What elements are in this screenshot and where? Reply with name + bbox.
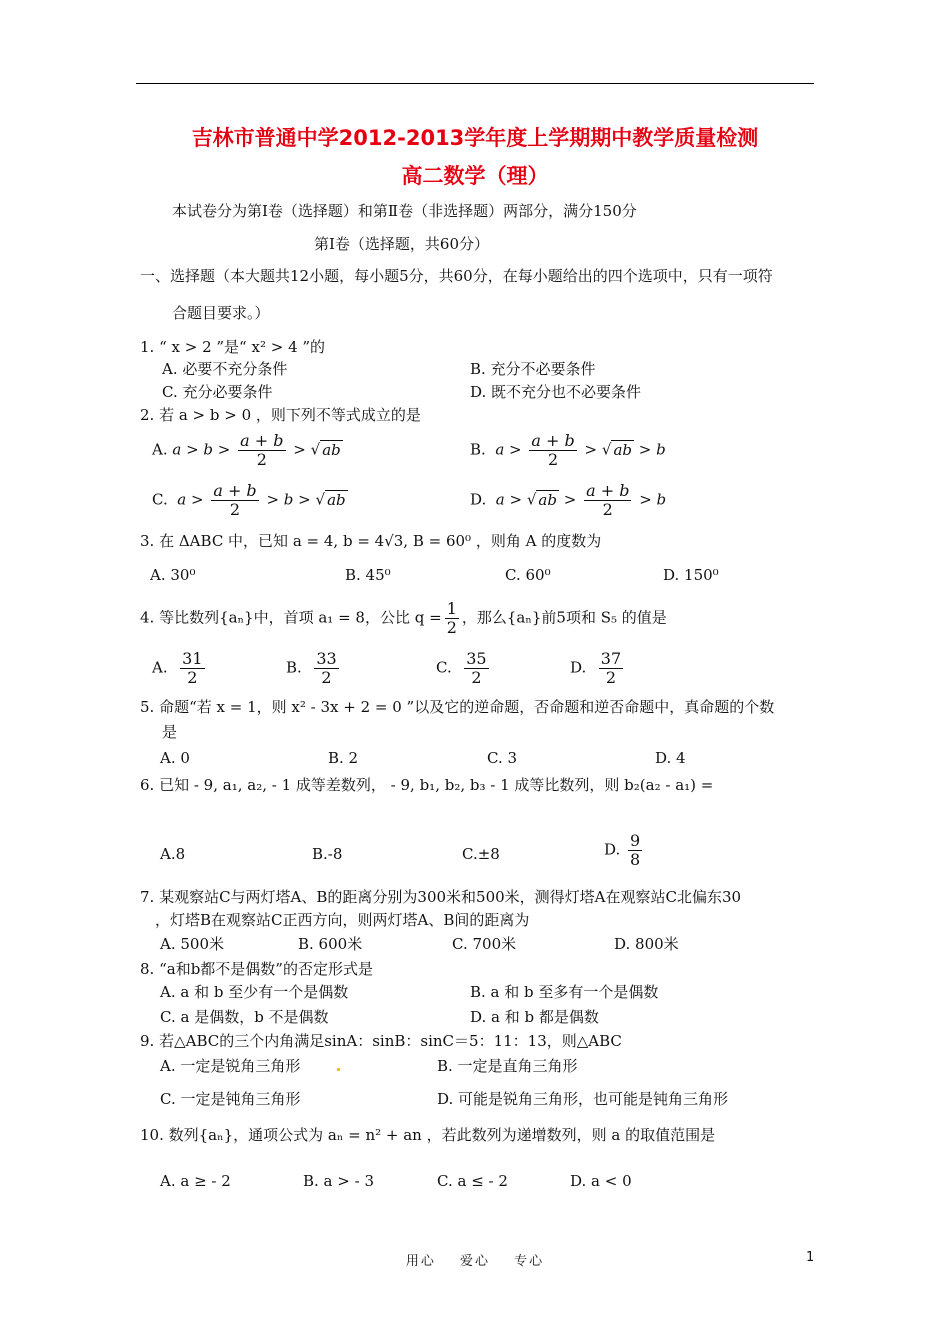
intro-text: 本试卷分为第Ⅰ卷（选择题）和第Ⅱ卷（非选择题）两部分，满分150分 [172,202,637,220]
q8-stem: 8. “a和b都不是偶数”的否定形式是 [140,960,373,978]
q5-option-c: C. 3 [487,749,518,767]
q4-option-b: B. $\frac{33}{2}$ [286,649,337,687]
q3-option-b: B. 45⁰ [345,566,391,584]
q10-option-c: C. a ≤ - 2 [437,1172,508,1190]
q3-option-c: C. 60⁰ [505,566,551,584]
page-number: 1 [806,1250,815,1265]
q7-option-b: B. 600米 [298,935,363,953]
q8-option-a: A. a 和 b 至少有一个是偶数 [160,983,349,1001]
part-heading: 第Ⅰ卷（选择题，共60分） [314,235,490,253]
q3-stem: 3. 在 ΔABC 中，已知 a = 4, b = 4√3, B = 60⁰ ，则角 A 的度数为 [140,532,602,550]
q1-option-a: A. 必要不充分条件 [162,360,288,378]
footer-motto: 用心 爱心 专心 [405,1254,545,1269]
q6-option-d: D. $\frac{9}{8}$ [604,831,641,869]
q5-stem-cont: 是 [162,723,178,741]
q6-option-a: A.8 [160,845,186,863]
q10-option-a: A. a ≥ - 2 [160,1172,231,1190]
q1-option-b: B. 充分不必要条件 [470,360,596,378]
stray-dot [337,1068,340,1071]
q1-option-d: D. 既不充分也不必要条件 [470,383,642,401]
q2-stem: 2. 若 a > b > 0 ，则下列不等式成立的是 [140,406,421,424]
q7-option-c: C. 700米 [452,935,517,953]
section-heading: 一、选择题（本大题共12小题，每小题5分，共60分，在每小题给出的四个选项中，只有一项符 [140,267,773,285]
q9-option-d: D. 可能是锐角三角形，也可能是钝角三角形 [437,1090,729,1108]
top-rule [136,83,814,84]
q8-option-d: D. a 和 b 都是偶数 [470,1008,599,1026]
q2-option-b: B. a > $\frac{a + b}{2}$ > √ ab > b [470,431,666,469]
q2-option-d: D. a > √ ab > $\frac{a + b}{2}$ > b [470,481,667,519]
q8-option-b: B. a 和 b 至多有一个是偶数 [470,983,659,1001]
q2-option-c: C. a > $\frac{a + b}{2}$ > b > √ ab [152,481,346,519]
q4-option-d: D. $\frac{37}{2}$ [570,649,622,687]
q7-option-d: D. 800米 [614,935,679,953]
q7-option-a: A. 500米 [160,935,224,953]
q3-option-a: A. 30⁰ [150,566,196,584]
q8-option-c: C. a 是偶数，b 不是偶数 [160,1008,329,1026]
q6-option-c: C.±8 [462,845,500,863]
q4-stem: 4. 等比数列{aₙ}中，首项 a₁ = 8，公比 q = $\frac{1}{2}$ ，那么{aₙ}前5项和 S₅ 的值是 [140,599,667,637]
q5-option-d: D. 4 [655,749,686,767]
q4-option-a: A. $\frac{31}{2}$ [152,649,203,687]
q6-option-b: B.-8 [312,845,343,863]
q9-option-b: B. 一定是直角三角形 [437,1057,578,1075]
q10-stem: 10. 数列{aₙ}，通项公式为 aₙ = n² + an ，若此数列为递增数列，则 a 的取值范围是 [140,1126,716,1144]
q9-stem: 9. 若△ABC的三个内角满足sinA：sinB：sinC＝5：11：13，则△ABC [140,1032,622,1050]
q10-option-b: B. a > - 3 [303,1172,374,1190]
q9-option-c: C. 一定是钝角三角形 [160,1090,301,1108]
q5-option-a: A. 0 [160,749,190,767]
q6-stem: 6. 已知 - 9, a₁, a₂, - 1 成等差数列， - 9, b₁, b₂, b₃ - 1 成等比数列，则 b₂(a₂ - a₁) = [140,776,714,794]
q7-stem: 7. 某观察站C与两灯塔A、B的距离分别为300米和500米，测得灯塔A在观察站C北偏东30 [140,888,742,906]
q10-option-d: D. a < 0 [570,1172,632,1190]
q1-option-c: C. 充分必要条件 [162,383,273,401]
q7-stem-cont: ，灯塔B在观察站C正西方向，则两灯塔A、B间的距离为 [155,911,530,929]
q3-option-d: D. 150⁰ [663,566,719,584]
q4-option-c: C. $\frac{35}{2}$ [436,649,487,687]
q1-stem: 1. “ x > 2 ”是“ x² > 4 ”的 [140,338,326,356]
exam-subtitle: 高二数学（理） [401,164,549,188]
section-heading-cont: 合题目要求。） [172,304,270,322]
q5-option-b: B. 2 [328,749,359,767]
q2-option-a: A. a > b > $\frac{a + b}{2}$ > √ ab [152,431,341,469]
exam-title: 吉林市普通中学2012-2013学年度上学期期中教学质量检测 [191,126,759,150]
q5-stem: 5. 命题“若 x = 1，则 x² - 3x + 2 = 0 ”以及它的逆命题，否命题和逆否命题中，真命题的个数 [140,698,775,716]
q9-option-a: A. 一定是锐角三角形 [160,1057,301,1075]
